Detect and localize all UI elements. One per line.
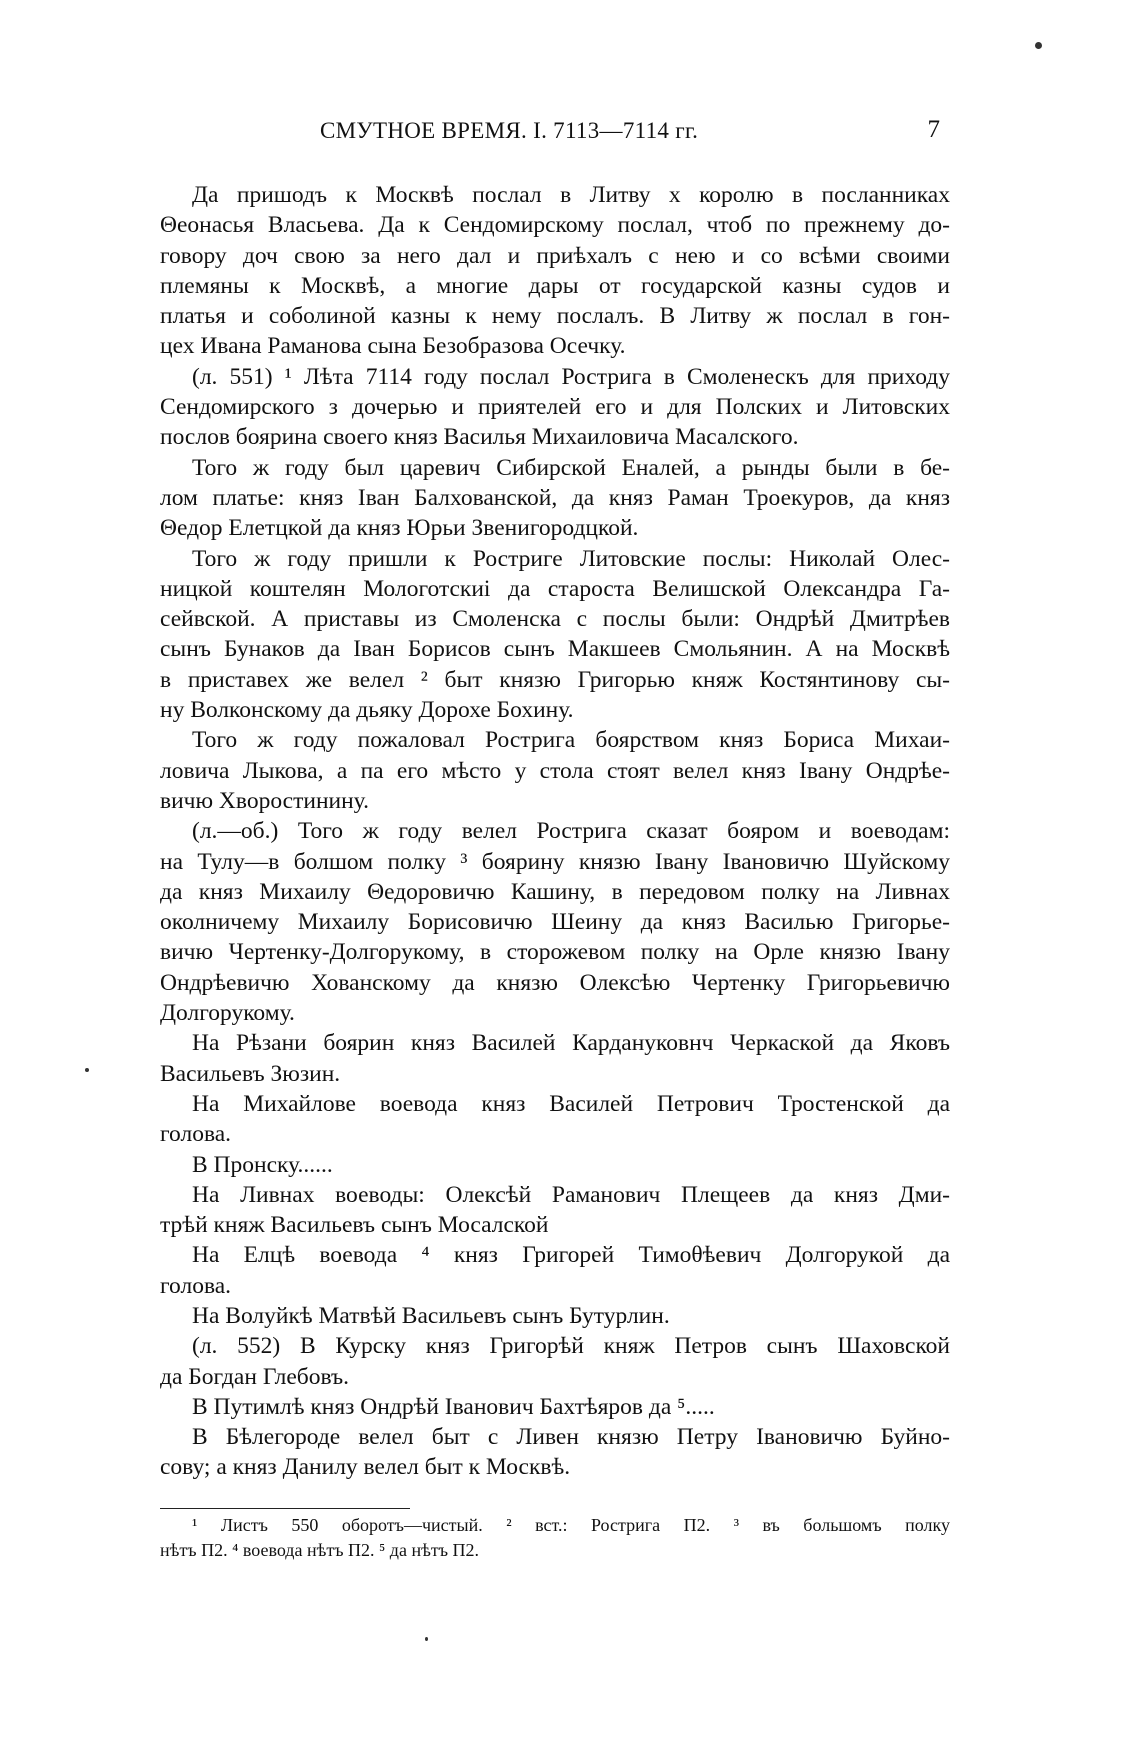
text-line: вичю Хворостинину. [160, 787, 369, 814]
text-line: да княз Михаилу Θедоровичю Кашину, в передовом полку на Ливнах [160, 878, 950, 905]
text-line: Того ж году пожаловал Ростригa боярством княз Бориса Михаи- [192, 727, 950, 754]
page-number: 7 [927, 116, 940, 143]
scan-speck [1035, 42, 1042, 49]
footnote-rule [160, 1508, 410, 1509]
text-line: На Рѣзани боярин княз Василей Кардануковнч Черкаской да Яковъ [192, 1030, 950, 1057]
text-line: (л. 552) В Курску княз Григорѣй княж Петров сынъ Шаховской [192, 1333, 950, 1360]
text-line: сейвской. А приставы из Смоленска с послы были: Ондрѣй Дмитрѣев [160, 606, 950, 633]
text-line: вичю Чертенку-Долгорукому, в сторожевом полку на Орле князю Івану [160, 939, 950, 966]
text-line: На Елцѣ воевода ⁴ княз Григорей Тимоθѣевич Долгорукой да [192, 1242, 950, 1269]
text-line: На Волуйкѣ Матвѣй Васильевъ сынъ Бутурлин. [192, 1302, 670, 1329]
footnote-line: ¹ Листъ 550 оборотъ—чистый. ² вст.: Ростригa П2. ³ въ большомъ полку [192, 1515, 950, 1535]
text-line: ницкой коштелян Мологотскиі да староста Велишской Олександра Га- [160, 575, 950, 602]
footnote-line: нѣтъ П2. ⁴ воевода нѣтъ П2. ⁵ да нѣтъ П2. [160, 1540, 480, 1560]
text-line: племяны к Москвѣ, а многие дары от государской казны судов и [160, 272, 950, 299]
text-line: (л. 551) ¹ Лѣта 7114 году послал Ростригa в Смоленескъ для приходу [192, 363, 950, 390]
text-line: голова. [160, 1121, 232, 1148]
text-line: говору доч свою за него дал и приѣхалъ с нею и со всѣми своими [160, 242, 950, 269]
text-line: Θеонасья Власьева. Да к Сендомирскому послал, чтоб по прежнему до- [160, 212, 950, 239]
scan-speck [85, 1068, 89, 1072]
text-line: да Богдан Глебовъ. [160, 1363, 350, 1390]
text-line: В Пронску...... [192, 1151, 333, 1178]
text-line: На Михайлове воевода княз Василей Петрович Тростенской да [192, 1090, 950, 1117]
page-header [160, 118, 950, 148]
text-line: голова. [160, 1272, 232, 1299]
text-line: Да пришодъ к Москвѣ послал в Литву х королю в посланниках [192, 182, 950, 208]
text-line: В Путимлѣ княз Ондрѣй Іванович Бахтѣяров да ⁵..... [192, 1393, 715, 1420]
text-line: Того ж году пришли к Ростриге Литовские послы: Николай Олес- [192, 545, 950, 572]
text-line: на Тулу—в болшом полку ³ боярину князю Івану Івановичю Шуйскому [160, 848, 950, 875]
text-line: сову; а княз Данилу велел быт к Москвѣ. [160, 1454, 571, 1481]
text-line: ловича Лыкова, а па его мѣсто у стола стоят велел княз Івану Ондрѣе- [160, 757, 950, 784]
text-line: В Бѣлегороде велел быт с Ливен князю Петру Івановичю Буйно- [192, 1424, 950, 1451]
text-line: Θедор Елетцкой да княз Юрьи Звенигородцкой. [160, 515, 639, 542]
footnotes [160, 1513, 950, 1563]
text-line: Того ж году был царевич Сибирской Еналей, а рынды были в бе- [192, 454, 950, 481]
text-line: Сендомирского з дочерью и приятелей его и для Полских и Литовских [160, 394, 950, 421]
text-line: послов боярина своего княз Василья Михаиловича Масалского. [160, 424, 799, 451]
text-line: Долгорукому. [160, 1000, 295, 1027]
text-line: сынъ Бунаков да Іван Борисов сынъ Макшеев Смольянин. А на Москвѣ [160, 636, 950, 663]
text-line: околничему Михаилу Борисовичю Шеину да княз Василью Григорье- [160, 909, 950, 936]
text-line: трѣй княж Васильевъ сынъ Мосалской [160, 1212, 549, 1239]
body-text [160, 180, 950, 1483]
text-line: На Ливнах воеводы: Олексѣй Раманович Плещеев да княз Дми- [192, 1181, 950, 1208]
scan-speck [425, 1637, 428, 1641]
text-line: цех Ивана Раманова сына Безобразова Осечку. [160, 333, 626, 360]
text-line: лом платье: княз Іван Балхованской, да княз Раман Троекуров, да княз [160, 484, 950, 511]
text-line: Васильевъ Зюзин. [160, 1060, 341, 1087]
text-line: платья и соболиной казны к нему послалъ. В Литву ж послал в гон- [160, 303, 950, 330]
text-line: в приставех же велел ² быт князю Григорью княж Костянтинову сы- [160, 666, 950, 693]
text-line: ну Волконскому да дьяку Дорохе Бохину. [160, 697, 574, 724]
running-head: СМУТНОЕ ВРЕМЯ. I. 7113—7114 гг. [320, 118, 699, 143]
text-line: Ондрѣевичю Хованскому да князю Олексѣю Чертенку Григорьевичю [160, 969, 950, 996]
text-line: (л.—об.) Того ж году велел Ростригa сказат бояром и воеводам: [192, 818, 950, 845]
